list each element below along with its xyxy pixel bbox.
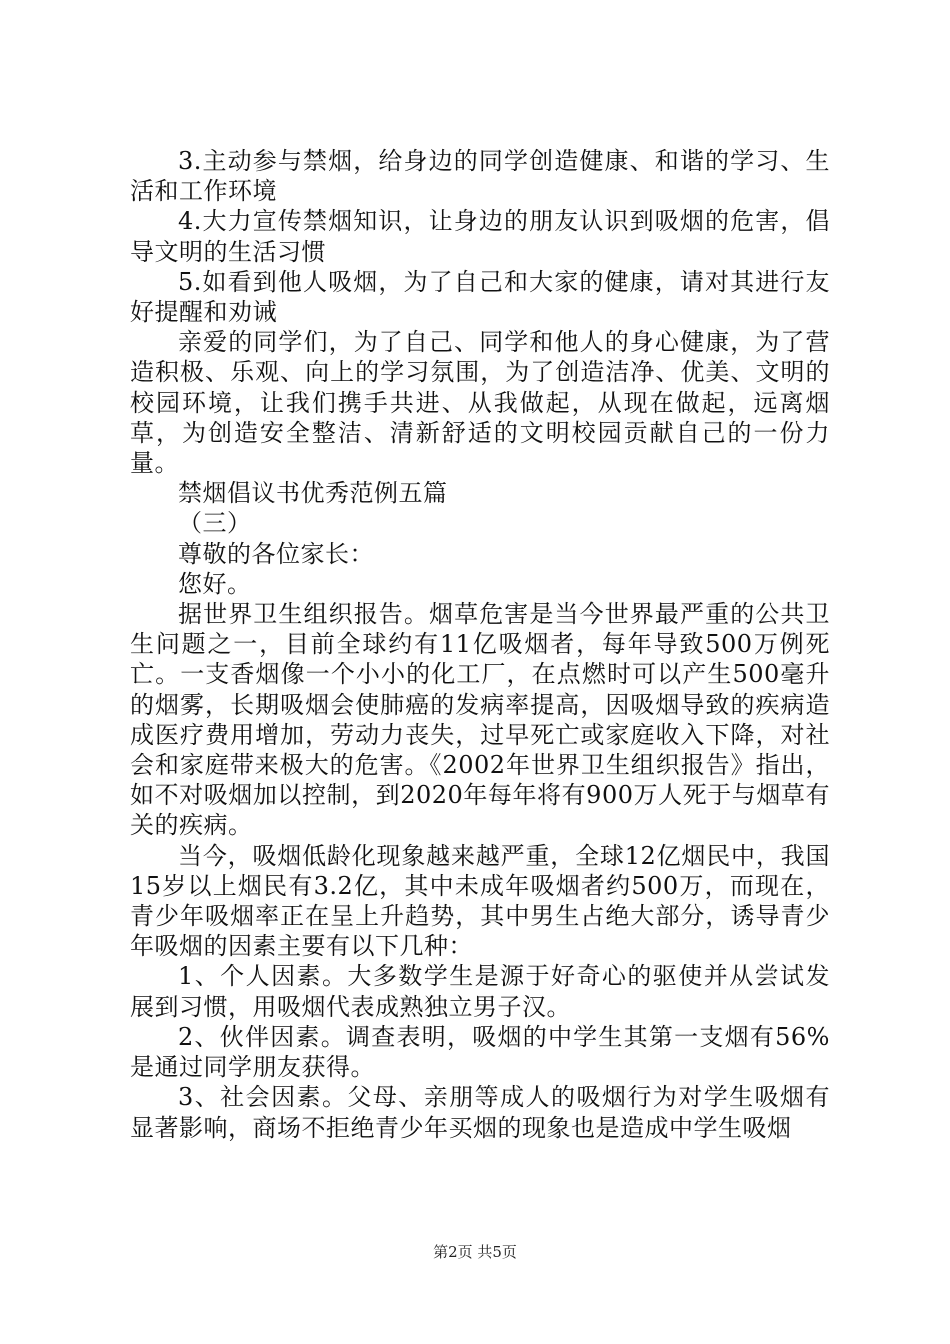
list-item: 1、个人因素。大多数学生是源于好奇心的驱使并从尝试发展到习惯，用吸烟代表成熟独立男子汉。 (130, 962, 830, 1021)
paragraph: 5.如看到他人吸烟，为了自己和大家的健康，请对其进行友好提醒和劝诫 (130, 267, 830, 327)
list-item: 3、社会因素。父母、亲朋等成人的吸烟行为对学生吸烟有显著影响，商场不拒绝青少年买烟的现象也是造成中学生吸烟 (130, 1083, 830, 1142)
salutation: 尊敬的各位家长： (178, 539, 374, 568)
paragraph: 4.大力宣传禁烟知识，让身边的朋友认识到吸烟的危害，倡导文明的生活习惯 (130, 207, 830, 266)
section-title: 禁烟倡议书优秀范例五篇 (178, 479, 448, 508)
paragraph: 当今，吸烟低龄化现象越来越严重，全球12亿烟民中，我国15岁以上烟民有3.2亿，其中未成年吸烟者约500万，而现在，青少年吸烟率正在呈上升趋势，其中男生占绝大部分，诱导青少年吸烟的因素主要有以下几种： (130, 841, 830, 961)
greeting: 您好。 (178, 569, 252, 598)
section-number: （三） (178, 509, 252, 538)
page-number: 第2页 共5页 (433, 1243, 517, 1261)
paragraph: 3.主动参与禁烟，给身边的同学创造健康、和谐的学习、生活和工作环境 (130, 147, 830, 206)
paragraph: 据世界卫生组织报告。烟草危害是当今世界最严重的公共卫生问题之一，目前全球约有11亿吸烟者，每年导致500万例死亡。一支香烟像一个小小的化工厂，在点燃时可以产生500毫升的烟雾，长期吸烟会使肺癌的发病率提高，因吸烟导致的疾病造成医疗费用增加，劳动力丧失，过早死亡或家庭收入下降，对社会和家庭带来极大的危害。《2002年世界卫生组织报告》指出，如不对吸烟加以控制，到2020年每年将有900万人死于与烟草有关的疾病。 (130, 600, 830, 840)
document-body (130, 146, 830, 1143)
paragraph: 亲爱的同学们，为了自己、同学和他人的身心健康，为了营造积极、乐观、向上的学习氛围，为了创造洁净、优美、文明的校园环境，让我们携手共进、从我做起，从现在做起，远离烟草，为创造安全整洁、清新舒适的文明校园贡献自己的一份力量。 (130, 328, 830, 478)
list-item: 2、伙伴因素。调查表明，吸烟的中学生其第一支烟有56%是通过同学朋友获得。 (130, 1022, 830, 1082)
page-footer (0, 1242, 950, 1262)
